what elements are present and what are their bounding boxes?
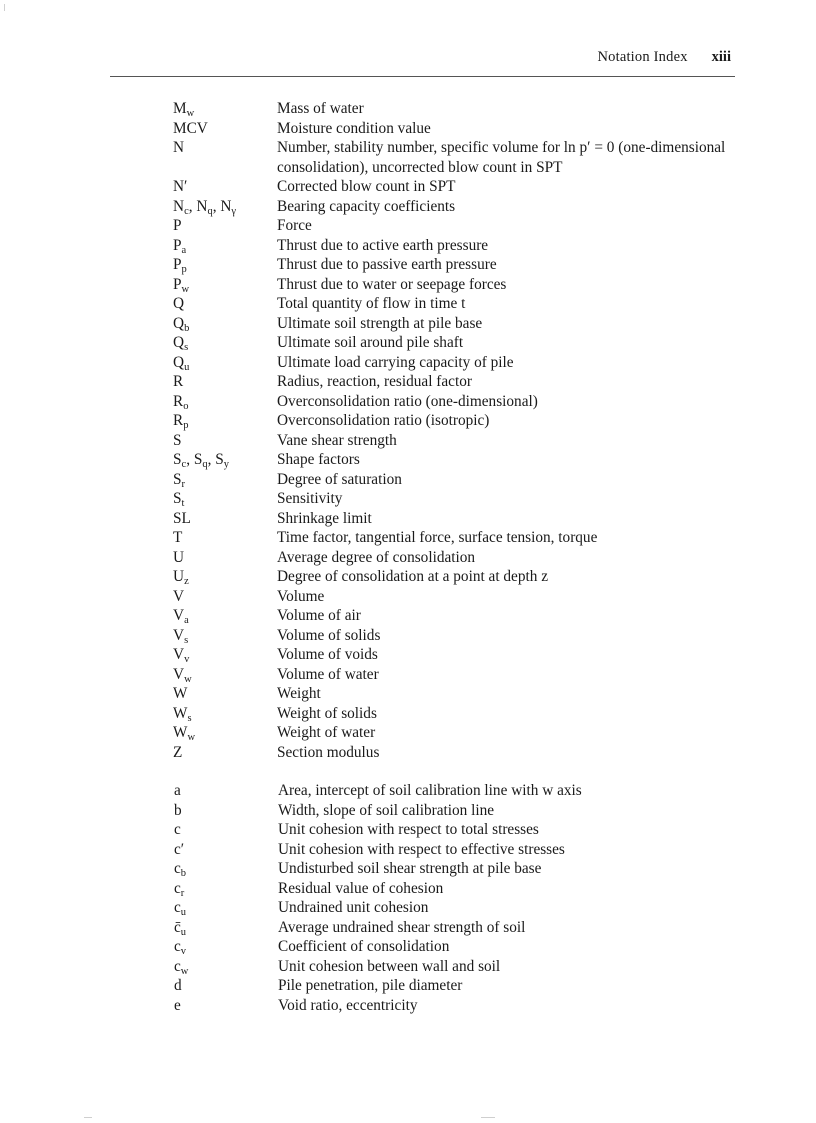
- symbol-base: V: [173, 607, 185, 624]
- symbol-subscript: t: [181, 498, 185, 509]
- symbol-base: Q: [173, 353, 185, 371]
- scan-corner-mark: [4, 4, 5, 11]
- running-title: Notation Index: [597, 49, 688, 65]
- notation-entry: [173, 236, 743, 256]
- notation-entry: [173, 197, 743, 217]
- symbol: [173, 567, 277, 587]
- definition: Degree of consolidation at a point at depth z: [277, 568, 549, 585]
- notation-entry: [173, 528, 743, 548]
- symbol-subscript: r: [180, 887, 185, 899]
- definition: Volume of water: [277, 665, 379, 683]
- symbol-subscript: o: [183, 400, 189, 412]
- definition: Unit cohesion between wall and soil: [278, 957, 501, 975]
- symbol-subscript: c: [181, 459, 187, 470]
- symbol: [173, 704, 277, 724]
- scan-footer-mark: [481, 1117, 495, 1118]
- notation-entry: [173, 411, 743, 431]
- symbol-subscript: v: [184, 654, 190, 665]
- notation-entry: [173, 743, 743, 763]
- notation-entry: [173, 294, 743, 314]
- symbol: [173, 197, 277, 217]
- symbol-base: b: [174, 801, 182, 819]
- symbol-base: P: [173, 256, 182, 273]
- symbol-base: V: [173, 626, 185, 644]
- symbol-subscript: w: [181, 283, 190, 295]
- notation-entry: [173, 879, 743, 899]
- definition: Volume of voids: [277, 646, 378, 663]
- symbol: [173, 450, 277, 470]
- definition: Degree of saturation: [277, 470, 402, 488]
- symbol: [173, 743, 277, 763]
- symbol: [173, 431, 277, 451]
- notation-entry: [173, 937, 743, 957]
- symbol-base: P: [173, 236, 182, 254]
- definition: Total quantity of flow in time t: [277, 295, 466, 312]
- symbol: [173, 99, 277, 119]
- symbol: [173, 645, 277, 665]
- definition: Section modulus: [277, 743, 380, 761]
- definition: Volume of air: [277, 607, 361, 624]
- symbol: [173, 528, 277, 548]
- symbol: [173, 918, 278, 938]
- symbol-base: R: [173, 373, 184, 390]
- definition: Residual value of cohesion: [278, 879, 444, 897]
- symbol-base: P: [173, 275, 182, 293]
- symbol-base: c: [174, 821, 181, 838]
- notation-entry: [173, 704, 743, 724]
- symbol: [173, 781, 278, 801]
- definition: Thrust due to active earth pressure: [277, 236, 489, 254]
- notation-entry: [173, 450, 743, 470]
- definition: Weight of solids: [277, 704, 377, 722]
- symbol: [173, 723, 277, 743]
- symbol-base: S: [173, 431, 182, 449]
- notation-entry: [173, 255, 743, 275]
- symbol-base: T: [173, 529, 183, 546]
- symbol-subscript: b: [180, 868, 187, 879]
- symbol: [173, 665, 277, 685]
- notation-entry: [173, 840, 743, 860]
- symbol-base: Q: [173, 334, 185, 351]
- symbol: [173, 333, 277, 353]
- notation-entry: [173, 976, 743, 996]
- definition: Vane shear strength: [277, 431, 397, 449]
- notation-entry: [173, 723, 743, 743]
- symbol-subscript: s: [184, 634, 189, 646]
- notation-entry: [173, 918, 743, 938]
- symbol-subscript: z: [184, 576, 189, 587]
- symbol-base: W: [173, 724, 188, 741]
- definition: Moisture condition value: [277, 119, 431, 137]
- symbol-base: a: [174, 782, 181, 799]
- notation-entry: [173, 626, 743, 646]
- notation-entry: [173, 99, 743, 119]
- symbol: [173, 859, 278, 879]
- notation-entry: [173, 275, 743, 295]
- notation-entry: [173, 645, 743, 665]
- notation-entry: [173, 859, 743, 879]
- symbol-base: c′: [174, 840, 185, 858]
- notation-entry: [173, 372, 743, 392]
- symbol: [173, 509, 277, 529]
- symbol-base: S: [173, 451, 182, 468]
- symbol-subscript: u: [180, 926, 187, 938]
- definition: Overconsolidation ratio (one-dimensional): [277, 392, 538, 410]
- symbol-subscript: c: [184, 205, 189, 217]
- definition: Average degree of consolidation: [277, 548, 476, 566]
- definition: Bearing capacity coefficients: [277, 197, 456, 215]
- symbol-base: d: [174, 977, 182, 994]
- symbol-base: SL: [173, 509, 191, 527]
- symbol: [173, 976, 278, 996]
- notation-entry: [173, 957, 743, 977]
- symbol-base: W: [173, 685, 188, 702]
- definition: Volume: [277, 587, 325, 605]
- notation-entry: [173, 548, 743, 568]
- symbol-subscript: w: [184, 673, 192, 685]
- notation-entry: [173, 119, 743, 139]
- symbol: [173, 411, 277, 431]
- notation-entry: [173, 353, 743, 373]
- symbol-subscript: p: [183, 420, 189, 431]
- definition: Force: [277, 217, 312, 234]
- symbol: [173, 820, 278, 840]
- symbol: [173, 177, 277, 197]
- symbol-base: c: [174, 899, 181, 916]
- notation-entry: [173, 431, 743, 451]
- definition: Coefficient of consolidation: [278, 938, 450, 955]
- symbol-subscript: u: [184, 361, 190, 373]
- scan-footer-mark: [84, 1117, 92, 1118]
- notation-entry: [173, 489, 743, 509]
- symbol: [173, 236, 277, 256]
- symbol-base: c: [174, 860, 181, 877]
- symbol: [173, 489, 277, 509]
- symbol: [173, 216, 277, 236]
- notation-entry: [173, 587, 743, 607]
- definition: Number, stability number, specific volume for ln p′ = 0 (one-dimensional consolidation), uncorrected blow count in SPT: [277, 139, 726, 176]
- symbol-base: c: [174, 879, 181, 897]
- symbol-base: V: [173, 665, 185, 683]
- symbol-base: S: [173, 490, 182, 507]
- symbol-subscript: b: [184, 322, 190, 334]
- notation-entry: [173, 567, 743, 587]
- symbol-base: c̄: [174, 918, 181, 936]
- uppercase-symbol-group: [173, 99, 743, 762]
- symbol-subscript: v: [180, 946, 187, 957]
- symbol-base: R: [173, 392, 184, 410]
- symbol: [173, 879, 278, 899]
- definition: Overconsolidation ratio (isotropic): [277, 412, 490, 429]
- symbol-subscript: w: [187, 732, 196, 743]
- symbol: [173, 314, 277, 334]
- symbol: [173, 255, 277, 275]
- notation-entry: [173, 665, 743, 685]
- definition: Volume of solids: [277, 626, 381, 644]
- symbol-base: e: [174, 996, 181, 1014]
- notation-entry: [173, 684, 743, 704]
- symbol-base: M: [173, 100, 187, 117]
- notation-entry: [173, 333, 743, 353]
- definition: Pile penetration, pile diameter: [278, 977, 463, 994]
- definition: Mass of water: [277, 100, 364, 117]
- symbol: [173, 392, 277, 412]
- symbol: [173, 801, 278, 821]
- symbol: [173, 684, 277, 704]
- definition: Thrust due to passive earth pressure: [277, 256, 497, 273]
- definition: Shape factors: [277, 451, 360, 468]
- notation-entry: [173, 138, 743, 177]
- notation-entry: [173, 470, 743, 490]
- notation-entry: [173, 996, 743, 1016]
- symbol: [173, 294, 277, 314]
- symbol-base: N′: [173, 178, 188, 195]
- symbol-subscript: u: [180, 907, 187, 918]
- definition: Width, slope of soil calibration line: [278, 801, 495, 819]
- symbol-base: N: [173, 139, 185, 156]
- definition: Unit cohesion with respect to total stresses: [278, 821, 539, 838]
- definition: Void ratio, eccentricity: [278, 996, 418, 1014]
- symbol-base: c: [174, 938, 181, 955]
- symbol: [173, 957, 278, 977]
- symbol: [173, 937, 278, 957]
- definition: Weight: [277, 685, 321, 702]
- notation-entry: [173, 820, 743, 840]
- symbol-base: P: [173, 217, 182, 234]
- symbol-subscript: s: [187, 712, 192, 724]
- symbol: [173, 353, 277, 373]
- symbol-subscript: r: [181, 478, 186, 490]
- notation-entry: [173, 606, 743, 626]
- symbol-base: V: [173, 587, 185, 605]
- lowercase-symbol-group: [173, 781, 743, 1015]
- definition: Shrinkage limit: [277, 509, 372, 527]
- definition: Ultimate soil around pile shaft: [277, 334, 464, 351]
- symbol-rest: , $N_q$, $N_\gamma$: [188, 197, 237, 217]
- definition: Ultimate load carrying capacity of pile: [277, 353, 514, 371]
- symbol: [173, 470, 277, 490]
- notation-entry: [173, 509, 743, 529]
- group-separator: [173, 762, 743, 781]
- symbol-base: Q: [173, 295, 185, 312]
- symbol-base: Z: [173, 743, 183, 761]
- notation-entry: [173, 392, 743, 412]
- symbol-subscript: p: [181, 264, 187, 275]
- symbol-base: S: [173, 470, 182, 488]
- definition: Sensitivity: [277, 490, 343, 507]
- symbol-base: Q: [173, 314, 185, 332]
- symbol-base: MCV: [173, 119, 208, 137]
- notation-entry: [173, 216, 743, 236]
- symbol: [173, 275, 277, 295]
- symbol: [173, 372, 277, 392]
- symbol-base: N: [173, 197, 185, 215]
- definition: Time factor, tangential force, surface tension, torque: [277, 529, 598, 546]
- symbol-subscript: w: [186, 108, 195, 119]
- symbol: [173, 840, 278, 860]
- page-number: xiii: [711, 49, 731, 65]
- symbol-base: W: [173, 704, 188, 722]
- symbol-base: U: [173, 568, 185, 585]
- definition: Corrected blow count in SPT: [277, 178, 456, 195]
- header-rule: [110, 76, 735, 77]
- symbol-base: R: [173, 412, 184, 429]
- definition: Undisturbed soil shear strength at pile base: [278, 860, 542, 877]
- running-header: [110, 49, 735, 71]
- symbol: [173, 138, 277, 177]
- definition: Average undrained shear strength of soil: [278, 918, 526, 936]
- symbol: [173, 626, 277, 646]
- symbol: [173, 996, 278, 1016]
- symbol-base: V: [173, 646, 185, 663]
- symbol-subscript: a: [184, 615, 189, 626]
- symbol: [173, 119, 277, 139]
- definition: Area, intercept of soil calibration line with w axis: [278, 782, 582, 799]
- notation-entry: [173, 314, 743, 334]
- definition: Undrained unit cohesion: [278, 899, 429, 916]
- notation-entry: [173, 801, 743, 821]
- notation-entry: [173, 898, 743, 918]
- symbol-subscript: w: [180, 965, 189, 977]
- definition: Ultimate soil strength at pile base: [277, 314, 483, 332]
- symbol: [173, 548, 277, 568]
- notation-entry: [173, 781, 743, 801]
- symbol-base: c: [174, 957, 181, 975]
- definition: Unit cohesion with respect to effective stresses: [278, 840, 565, 858]
- symbol-base: U: [173, 548, 185, 566]
- symbol-subscript: s: [184, 342, 189, 353]
- notation-entry: [173, 177, 743, 197]
- symbol-subscript: a: [181, 244, 187, 256]
- symbol: [173, 898, 278, 918]
- symbol: [173, 606, 277, 626]
- definition: Weight of water: [277, 724, 376, 741]
- definition: Thrust due to water or seepage forces: [277, 275, 507, 293]
- notation-list: [173, 99, 743, 1015]
- definition: Radius, reaction, residual factor: [277, 373, 472, 390]
- symbol: [173, 587, 277, 607]
- symbol-rest: , $S_q$, $S_y$: [186, 451, 230, 470]
